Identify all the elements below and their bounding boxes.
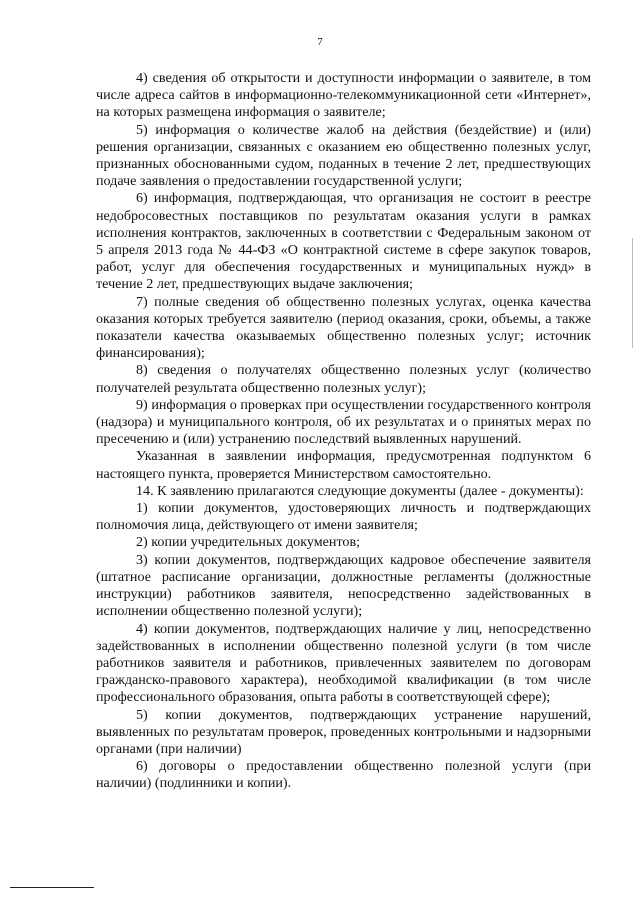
paragraph-ministry-verification: Указанная в заявлении информация, предусмотренная подпунктом 6 настоящего пункта, проверяется Министерством самостоятельно. [96, 448, 591, 482]
paragraph-doc-5-violations: 5) копии документов, подтверждающих устранение нарушений, выявленных по результатам проверок, проведенных контрольными и надзорными органами (при наличии) [96, 706, 591, 757]
page-number: 7 [317, 36, 323, 48]
document-body [96, 70, 591, 793]
paragraph-doc-2-founding: 2) копии учредительных документов; [136, 534, 361, 551]
paragraph-doc-3-staffing: 3) копии документов, подтверждающих кадровое обеспечение заявителя (штатное расписание организации, должностные регламенты (должностные инструкции) работников заявителя, непосредственно задействованных в исполнении общественно полезной услуги); [96, 551, 591, 620]
paragraph-item-7-services: 7) полные сведения об общественно полезных услугах, оценка качества оказания которых требуется заявителю (период оказания, сроки, объемы, а также показатели качества оказываемых общественно полезных услуг; источник финансирования); [96, 293, 591, 362]
paragraph-doc-4-qualification: 4) копии документов, подтверждающих наличие у лиц, непосредственно задействованных в исполнении общественно полезной услуги (в том числе работников заявителя и работников, привлеченных заявителем по договорам гражданско-правового характера), необходимой квалификации (в том числе профессионального образования, опыта работы в соответствующей сфере); [96, 620, 591, 706]
paragraph-doc-1-identity: 1) копии документов, удостоверяющих личность и подтверждающих полномочия лица, действующего от имени заявителя; [96, 500, 591, 534]
paragraph-item-8-recipients: 8) сведения о получателях общественно полезных услуг (количество получателей результата общественно полезных услуг); [96, 362, 591, 396]
paragraph-item-4-website-info: 4) сведения об открытости и доступности информации о заявителе, в том числе адреса сайтов в информационно-телекоммуникационной сети «Интернет», на которых размещена информация о заявителе; [96, 70, 591, 121]
paragraph-item-9-inspections: 9) информация о проверках при осуществлении государственного контроля (надзора) и муниципального контроля, об их результатах и о принятых мерах по пресечению и (или) устранению последствий выявленных нарушений. [96, 396, 591, 448]
paragraph-section-14: 14. К заявлению прилагаются следующие документы (далее - документы): [136, 482, 584, 499]
paragraph-item-5-complaints: 5) информация о количестве жалоб на действия (бездействие) и (или) решения организации, связанных с оказанием ею общественно полезных услуг, признанных обоснованными судом, поданных в течение 2 лет, предшествующих подаче заявления о предоставлении государственной услуги; [96, 121, 591, 190]
paragraph-item-6-registry: 6) информация, подтверждающая, что организация не состоит в реестре недобросовестных поставщиков по результатам оказания услуги в рамках исполнения контрактов, заключенных в соответствии с Федеральным законом от 5 апреля 2013 года № 44-ФЗ «О контрактной системе в сфере закупок товаров, работ, услуг для обеспечения государственных и муниципальных нужд» в течение 2 лет, предшествующих выдаче заключения; [96, 190, 591, 293]
scan-edge-mark [632, 238, 633, 348]
footnote-rule [10, 887, 94, 888]
paragraph-doc-6-contracts: 6) договоры о предоставлении общественно полезной услуги (при наличии) (подлинники и копии). [96, 758, 591, 792]
